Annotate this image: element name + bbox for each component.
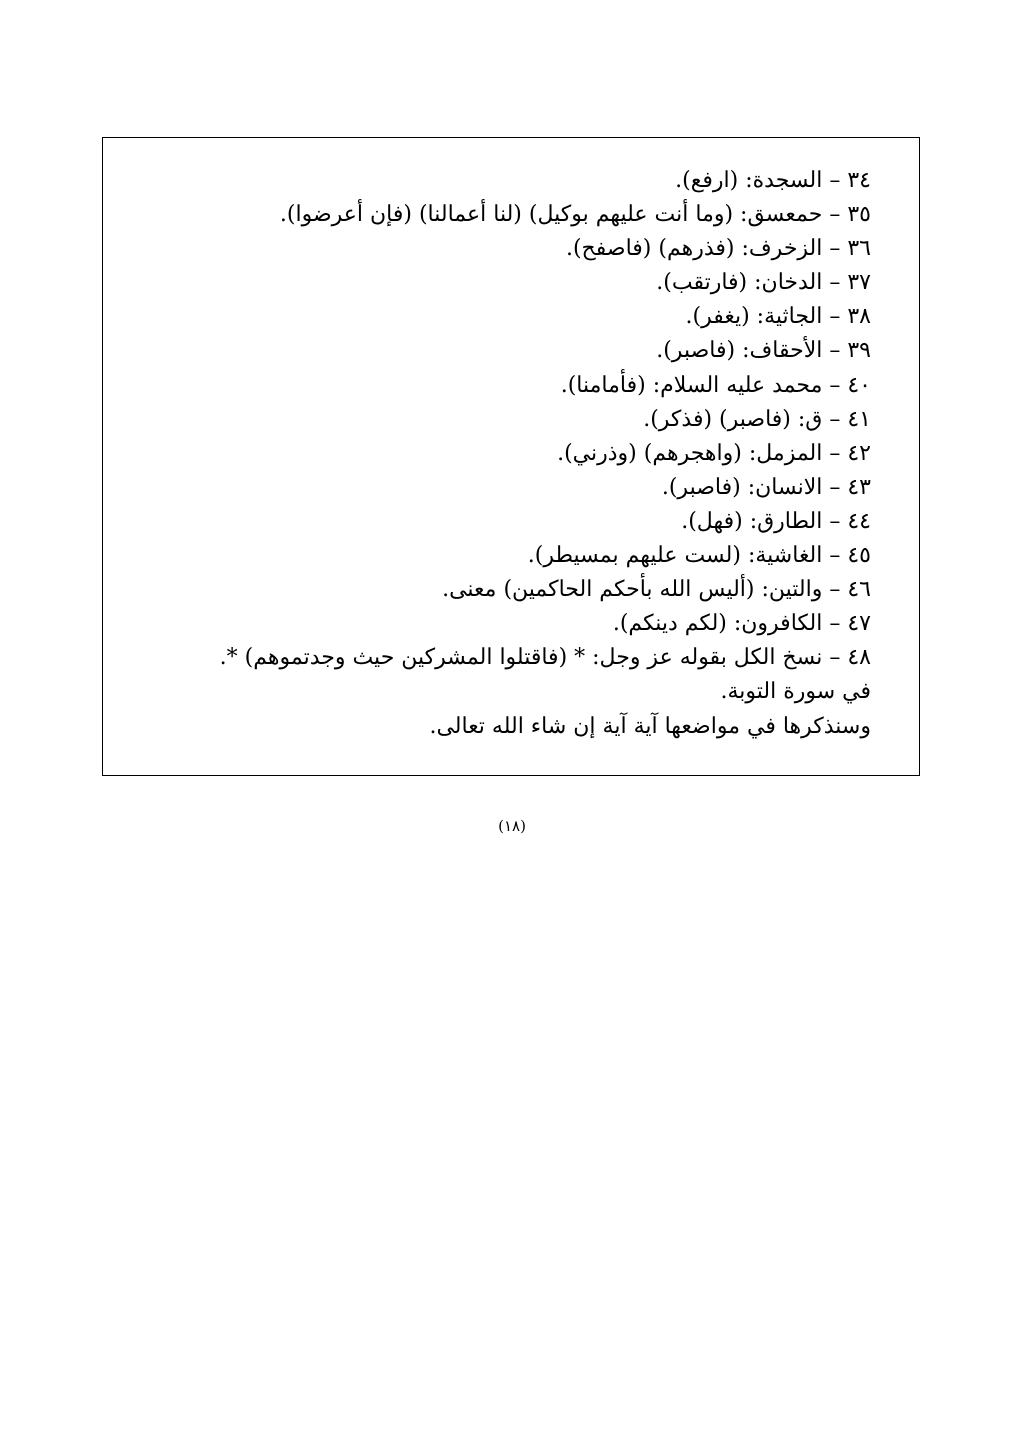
text-line: ٤٧ – الكافرون: (لكم دينكم). (612, 611, 871, 637)
text-line: ٣٩ – الأحقاف: (فاصبر). (656, 338, 871, 364)
text-line: ٤٦ – والتين: (أليس الله بأحكم الحاكمين) معنى. (442, 577, 871, 603)
text-line: ٤١ – ق: (فاصبر) (فذكر). (643, 406, 871, 432)
text-line: ٤٠ – محمد عليه السلام: (فأمامنا). (560, 372, 871, 398)
text-line: ٤٥ – الغاشية: (لست عليهم بمسيطر). (527, 543, 871, 569)
text-line: ٣٧ – الدخان: (فارتقب). (656, 270, 871, 296)
text-line: ٣٨ – الجاثية: (يغفر). (685, 304, 871, 330)
text-line: ٤٨ – نسخ الكل بقوله عز وجل: * (فاقتلوا المشركين حيث وجدتموهم) *. (219, 645, 871, 671)
text-line: ٤٣ – الانسان: (فاصبر). (661, 474, 871, 500)
text-line: ٤٤ – الطارق: (فهل). (681, 508, 871, 534)
text-line: ٣٤ – السجدة: (ارفع). (675, 168, 871, 193)
text-body (133, 164, 871, 744)
text-line: ٣٥ – حمعسق: (وما أنت عليهم بوكيل) (لنا أعمالنا) (فإن أعرضوا). (279, 202, 871, 228)
text-line: ٤٢ – المزمل: (واهجرهم) (وذرني). (557, 440, 871, 466)
page-number: (١٨) (498, 817, 526, 835)
text-line: وسنذكرها في مواضعها آية آية إن شاء الله تعالى. (429, 713, 871, 739)
text-line: ٣٦ – الزخرف: (فذرهم) (فاصفح). (565, 236, 871, 262)
page-frame (102, 137, 920, 776)
text-line: في سورة التوبة. (720, 679, 871, 705)
